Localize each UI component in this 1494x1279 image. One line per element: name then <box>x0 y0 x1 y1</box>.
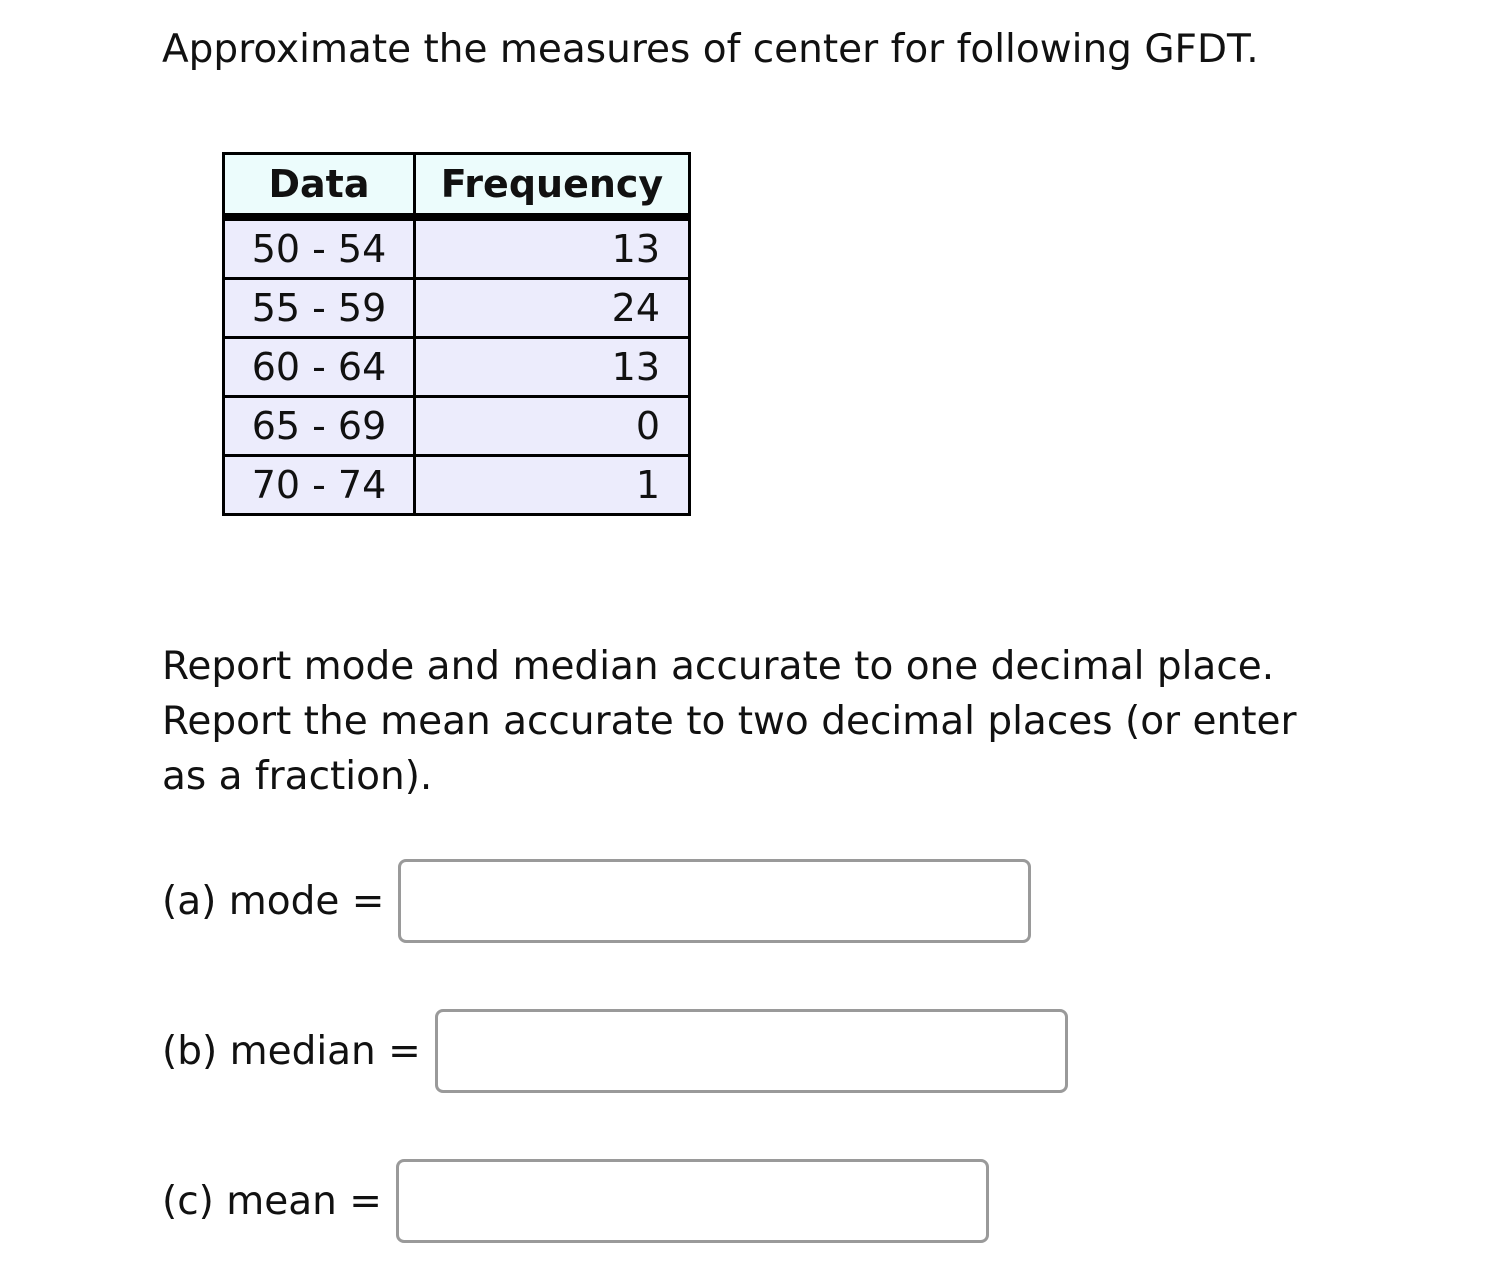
instructions-line: Report mode and median accurate to one decimal place. <box>162 644 1275 689</box>
median-input[interactable] <box>435 1009 1068 1093</box>
instructions-line: as a fraction). <box>162 754 433 799</box>
frequency-cell: 1 <box>415 456 690 515</box>
mean-label: (c) mean = <box>162 1178 382 1224</box>
mode-answer-row <box>162 859 1031 943</box>
table-row <box>224 397 690 456</box>
header-data: Data <box>224 154 415 218</box>
table-header-row <box>224 154 690 218</box>
mode-input[interactable] <box>398 859 1031 943</box>
frequency-cell: 13 <box>415 217 690 279</box>
table-row <box>224 456 690 515</box>
gfdt-table <box>222 152 691 516</box>
table-row <box>224 279 690 338</box>
instructions <box>162 639 1362 804</box>
mode-label: (a) mode = <box>162 878 385 924</box>
data-cell: 70 - 74 <box>224 456 415 515</box>
data-cell: 60 - 64 <box>224 338 415 397</box>
header-frequency: Frequency <box>415 154 690 218</box>
median-answer-row <box>162 1009 1068 1093</box>
mean-answer-row <box>162 1159 989 1243</box>
frequency-cell: 0 <box>415 397 690 456</box>
data-cell: 65 - 69 <box>224 397 415 456</box>
instructions-line: Report the mean accurate to two decimal places (or enter <box>162 699 1297 744</box>
data-cell: 50 - 54 <box>224 217 415 279</box>
table-row <box>224 217 690 279</box>
table-row <box>224 338 690 397</box>
mean-input[interactable] <box>396 1159 989 1243</box>
median-label: (b) median = <box>162 1028 421 1074</box>
question-prompt: Approximate the measures of center for following GFDT. <box>162 27 1259 72</box>
frequency-cell: 24 <box>415 279 690 338</box>
data-cell: 55 - 59 <box>224 279 415 338</box>
frequency-cell: 13 <box>415 338 690 397</box>
